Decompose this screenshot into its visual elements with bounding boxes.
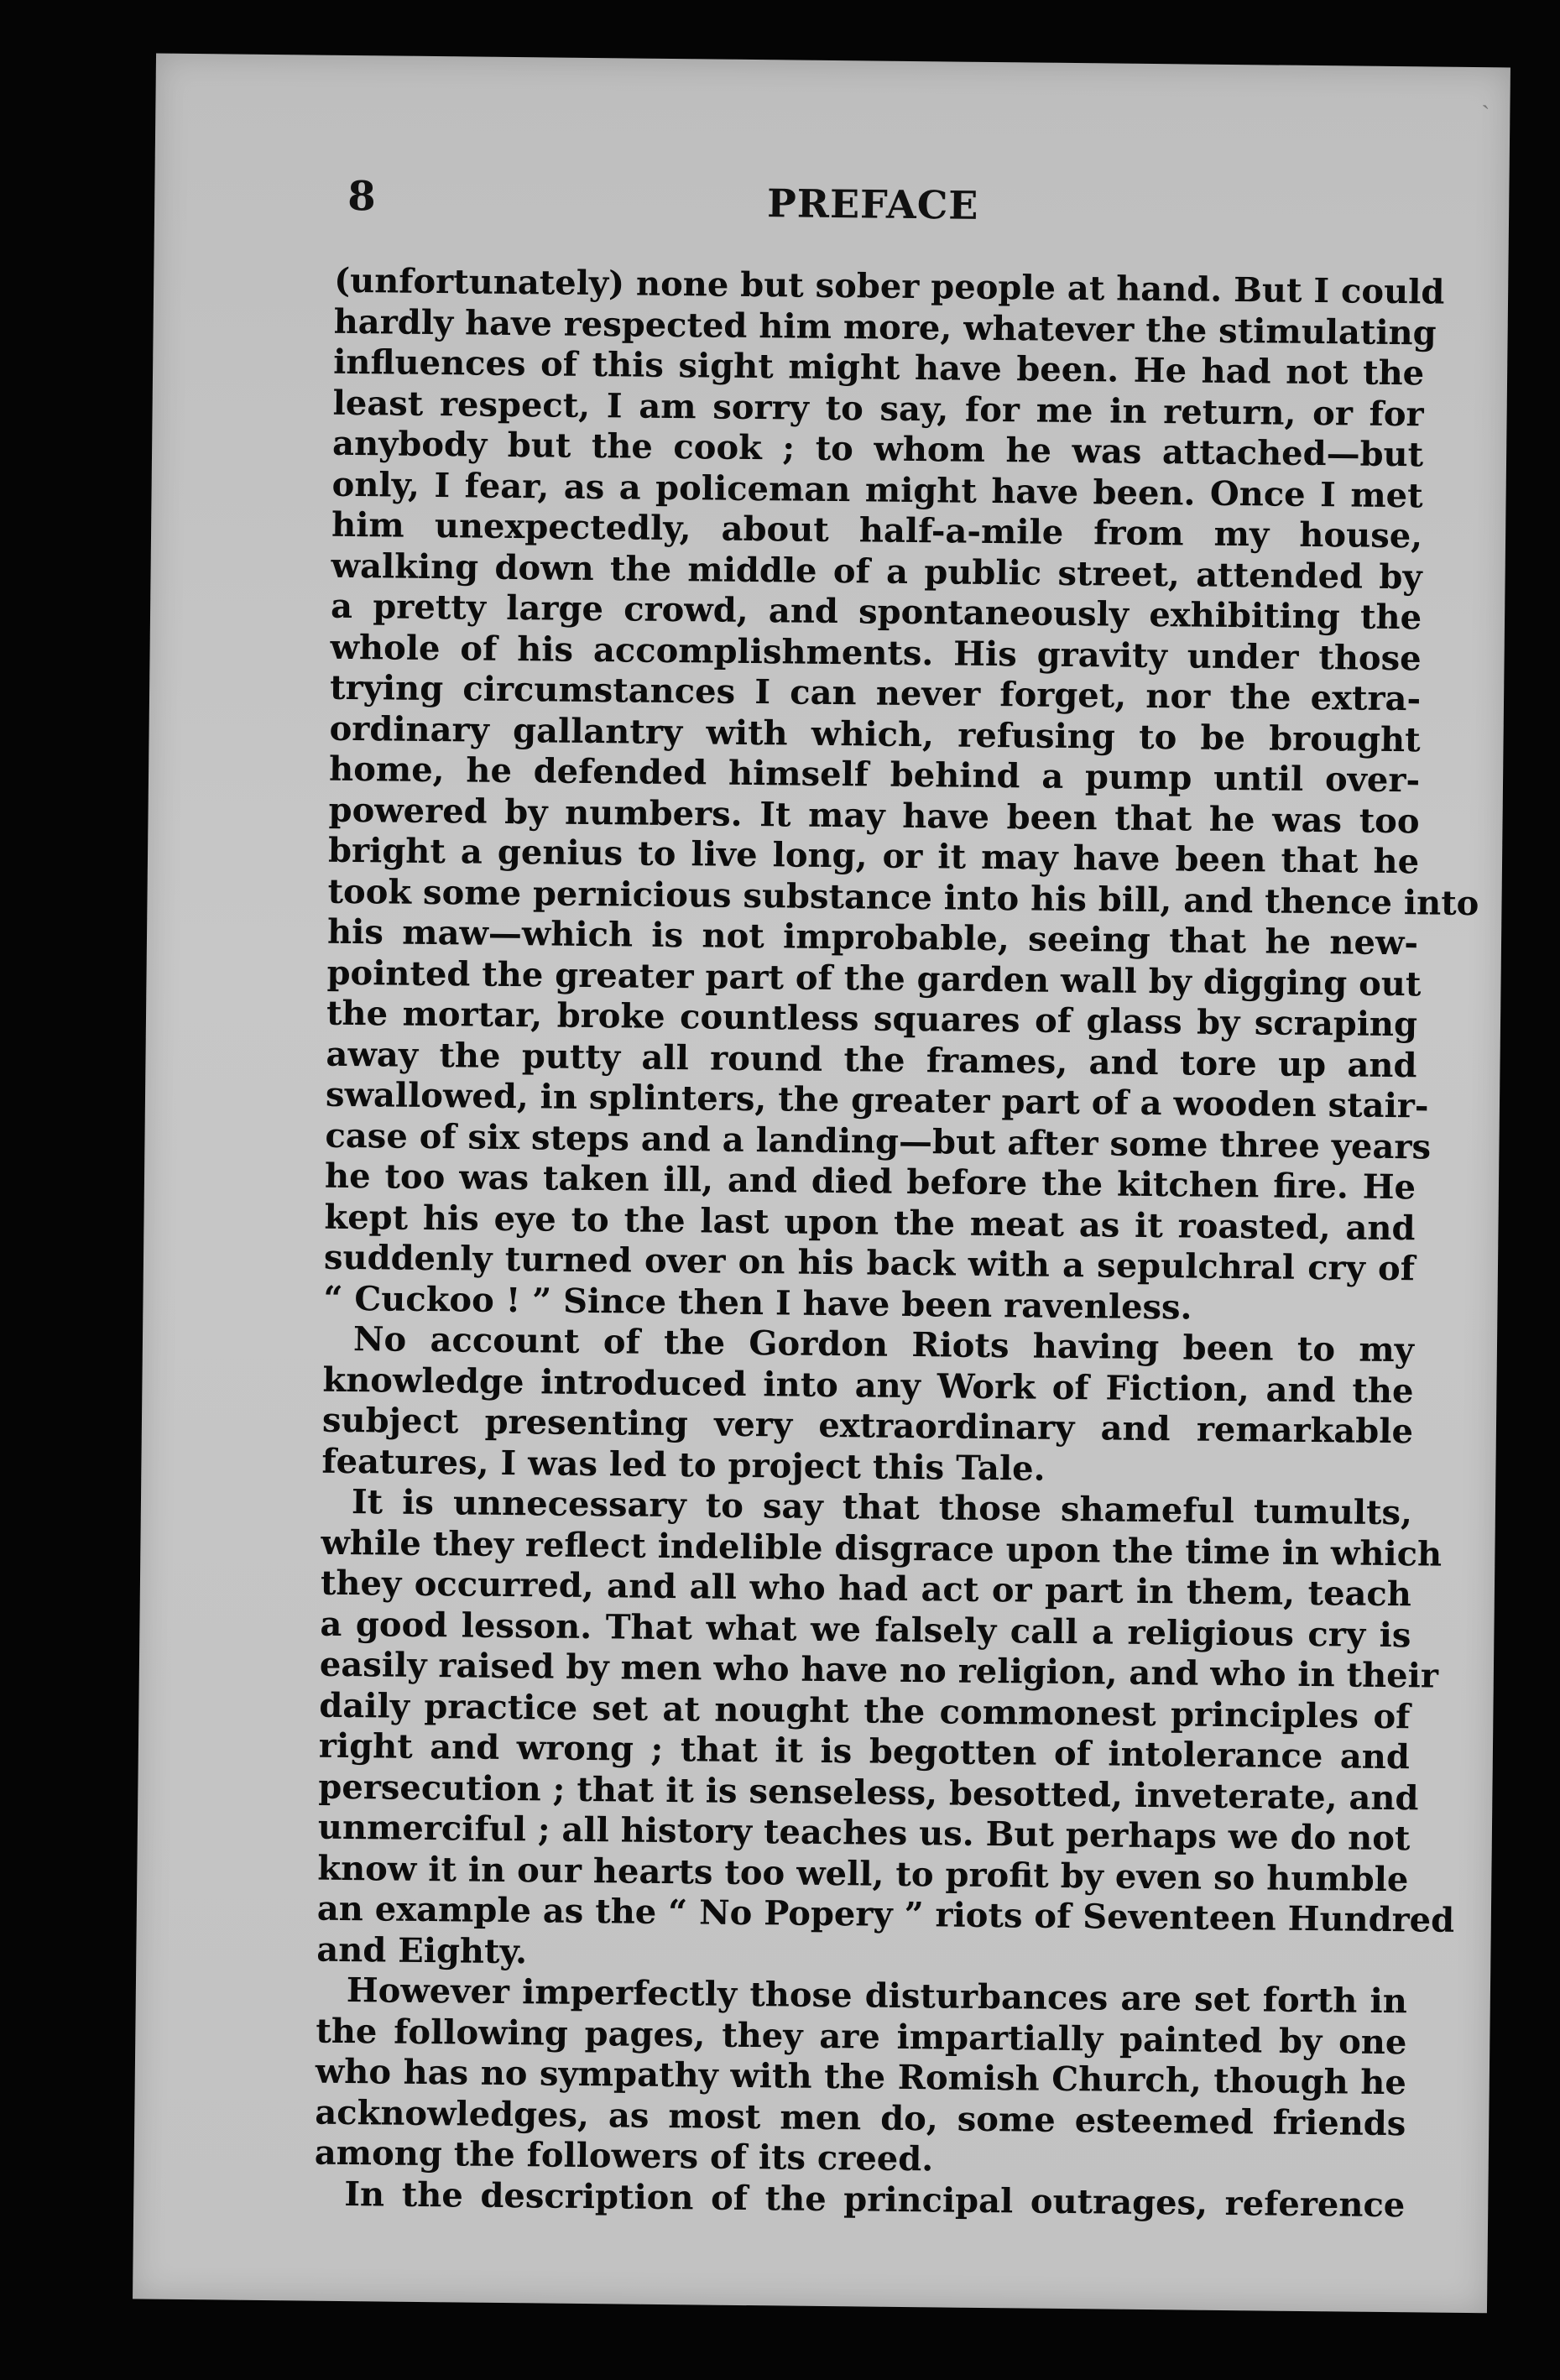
text-line: unmerciful ; all history teaches us. But perhaps we do not [317, 1807, 1411, 1859]
text-line: least respect, I am sorry to say, for me in return, or for [332, 383, 1424, 434]
text-line: persecution ; that it is senseless, besotted, inveterate, and [318, 1767, 1419, 1818]
text-line: influences of this sight might have been. He had not the [332, 342, 1425, 394]
page-header [347, 173, 1481, 260]
text-line: daily practice set at nought the commonest principles of [319, 1685, 1411, 1736]
text-line: and Eighty. [316, 1929, 528, 1971]
text-line: an example as the “ No Popery ” riots of Seventeen Hundred [316, 1888, 1455, 1940]
text-line: away the putty all round the frames, and tore up and [326, 1034, 1417, 1085]
running-title: PREFACE [766, 180, 979, 228]
text-line: knowledge introduced into any Work of Fiction, and the [322, 1360, 1414, 1411]
text-line: case of six steps and a landing—but after some three years [325, 1115, 1432, 1167]
text-line: a good lesson. That what we falsely call a religious cry is [320, 1604, 1411, 1655]
text-line: bright a genius to live long, or it may have been that he [327, 830, 1420, 882]
text-line: In the description of the principal outrages, reference [344, 2174, 1406, 2225]
preface-body-text [314, 260, 1479, 2226]
text-line: took some pernicious substance into his bill, and thence into [327, 871, 1479, 923]
text-line: swallowed, in splinters, the greater part of a wooden stair- [325, 1074, 1429, 1126]
text-line: his maw—which is not improbable, seeing that he new- [326, 911, 1419, 963]
text-line: subject presenting very extraordinary and remarkable [321, 1400, 1414, 1452]
margin-speck: ` [1481, 101, 1490, 129]
text-line: him unexpectedly, about half-a-mile from my house, [331, 504, 1423, 556]
text-line: (unfortunately) none but sober people at hand. But I could [333, 260, 1445, 312]
text-line: easily raised by men who have no religion, and who in their [319, 1644, 1439, 1696]
text-line: they occurred, and all who had act or part in them, teach [320, 1563, 1412, 1615]
text-line: a pretty large crowd, and spontaneously exhibiting the [330, 586, 1422, 638]
text-line: powered by numbers. It may have been that he was too [328, 790, 1420, 841]
text-line: the following pages, they are impartially painted by one [316, 2011, 1407, 2062]
text-line: home, he defended himself behind a pump until over- [328, 749, 1421, 801]
text-line: walking down the middle of a public street, attended by [331, 545, 1422, 597]
text-line: No account of the Gordon Riots having been to my [352, 1319, 1415, 1370]
text-line: the mortar, broke countless squares of glass by scraping [326, 993, 1418, 1045]
text-line: kept his eye to the last upon the meat as it roasted, and [324, 1197, 1416, 1248]
text-line: “ Cuckoo ! ” Since then I have been ravenless. [323, 1278, 1192, 1328]
text-line: It is unnecessary to say that those shameful tumults, [351, 1482, 1413, 1533]
text-line: features, I was led to project this Tale. [321, 1441, 1046, 1489]
text-line: only, I fear, as a policeman might have been. Once I met [331, 464, 1423, 515]
text-line: However imperfectly those disturbances are set forth in [346, 1970, 1408, 2022]
text-line: suddenly turned over on his back with a sepulchral cry of [323, 1237, 1416, 1289]
text-line: who has no sympathy with the Romish Church, though he [315, 2051, 1407, 2103]
text-line: trying circumstances I can never forget, nor the extra- [329, 667, 1422, 719]
text-line: anybody but the cook ; to whom he was attached—but [331, 423, 1424, 475]
text-line: hardly have respected him more, whatever the stimulating [333, 301, 1437, 353]
text-line: whole of his accomplishments. His gravity under those [330, 627, 1422, 678]
text-line: right and wrong ; that it is begotten of intolerance and [318, 1725, 1411, 1777]
text-line: know it in our hearts too well, to profit by even so humble [317, 1848, 1409, 1899]
text-line: pointed the greater part of the garden wall by digging out [326, 953, 1422, 1004]
text-line: while they reflect indelible disgrace upon the time in which [321, 1522, 1443, 1574]
text-line: he too was taken ill, and died before the kitchen fire. He [324, 1156, 1417, 1208]
book-page [133, 54, 1510, 2314]
text-line: ordinary gallantry with which, refusing to be brought [329, 708, 1421, 759]
page-number: 8 [347, 172, 376, 221]
text-line: among the followers of its creed. [314, 2132, 934, 2179]
text-line: acknowledges, as most men do, some esteemed friends [315, 2092, 1406, 2143]
